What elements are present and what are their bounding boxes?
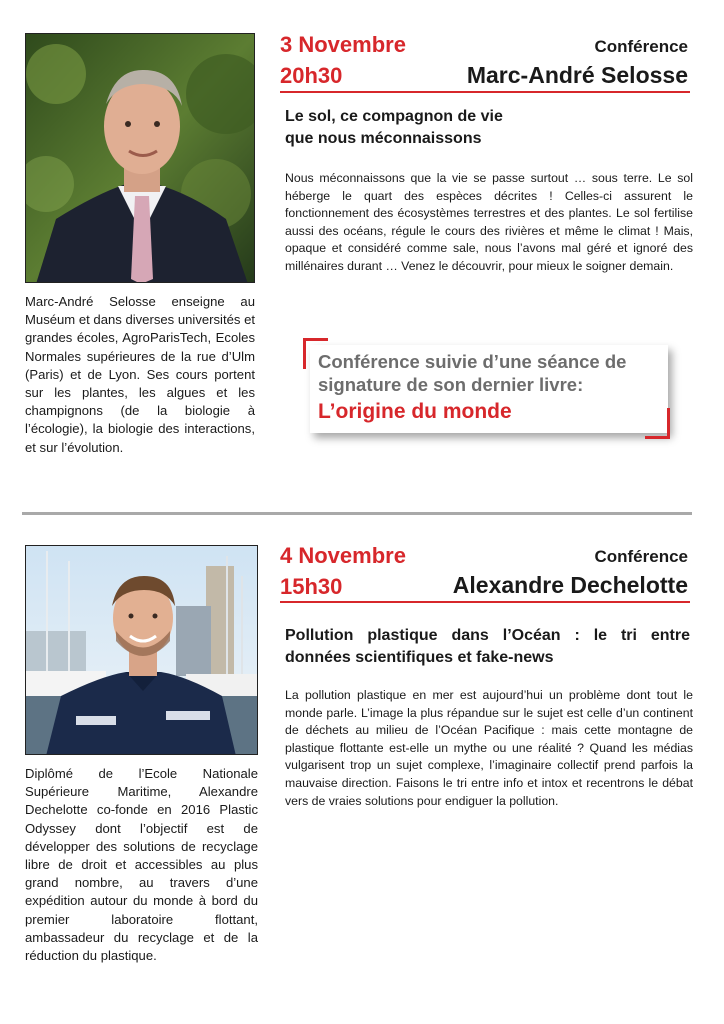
book-title: L’origine du monde: [318, 400, 512, 423]
section-divider: [22, 512, 692, 515]
header-underline: [280, 91, 690, 93]
event-time: 20h30: [280, 63, 343, 88]
shirt-logo: [76, 716, 116, 725]
event-kind: Conférence: [594, 547, 688, 566]
talk-title: Pollution plastique dans l’Océan : le tri entre données scientifiques et fake-news: [285, 627, 690, 666]
callout-line: Conférence suivie d’une séance de: [318, 351, 627, 372]
event-kind: Conférence: [594, 37, 688, 56]
speaker-photo-selosse: [25, 33, 255, 283]
callout-bracket-top-left: [303, 338, 328, 369]
talk-description: Nous méconnaissons que la vie se passe surtout … sous terre. Le sol héberge le quart des espèces décrites ! Celles-ci assurent le fonctionnement des écosystèmes terrestres et des plantes. Le sol fertilise aussi des océans, régule le cours des rivières et même le climat ! Mais, opaque et considéré comme sale, nous l’avons mal géré et ignoré des millénaires durant … Venez le découvrir, pour mieux le soigner demain.: [285, 171, 693, 273]
speaker-name: Alexandre Dechelotte: [452, 572, 688, 598]
speaker-bio: Diplômé de l’Ecole Nationale Supérieure Maritime, Alexandre Dechelotte co-fonde en 2016 Plastic Odyssey dont l’objectif est de développer des solutions de recyclage libre de droit et accessibles au plus grand nombre, au travers d’une expédition autour du monde à bord du premier laboratoire flottant, ambassadeur du recyclage et de la réduction du plastique.: [25, 766, 258, 964]
book-signing-callout: [310, 345, 668, 433]
callout-line: signature de son dernier livre:: [318, 374, 584, 395]
event-date: 4 Novembre: [280, 543, 406, 568]
talk-title-line: Le sol, ce compagnon de vie: [285, 108, 503, 125]
portrait-illustration: [26, 34, 255, 283]
talk-title: [285, 106, 503, 150]
talk-description: La pollution plastique en mer est aujourd’hui un problème dont tout le monde parle. L’image la plus répandue sur le sujet est celle d’un continent de déchets au milieu de l’Océan Pacifique : mais cette montagne de plastique flottante est-elle un mythe ou une réalité ? Quand les médias vulgarisent trop un sujet complexe, l’imaginaire collectif prend parfois la mauvaise direction. Faisons le tri entre info et intox et recentrons le débat vers de vraies solutions pour endiguer la pollution.: [285, 688, 693, 808]
header-underline: [280, 601, 690, 603]
event-time: 15h30: [280, 574, 343, 599]
portrait-illustration: [26, 546, 258, 755]
speaker-photo-dechelotte: [25, 545, 258, 755]
speaker-name: Marc-André Selosse: [466, 62, 688, 88]
talk-title-line: que nous méconnaissons: [285, 130, 482, 147]
speaker-bio: Marc-André Selosse enseigne au Muséum et dans diverses universités et grandes écoles, AgroParisTech, Ecoles Normales supérieures de la rue d’Ulm (Paris) et de Lyon. Ses cours portent sur les plantes, les algues et les champignons (de la biologie à l’écologie), la biologie des interactions, et sur l’évolution.: [25, 294, 255, 455]
callout-bracket-bottom-right: [645, 408, 670, 439]
event-date: 3 Novembre: [280, 32, 406, 57]
